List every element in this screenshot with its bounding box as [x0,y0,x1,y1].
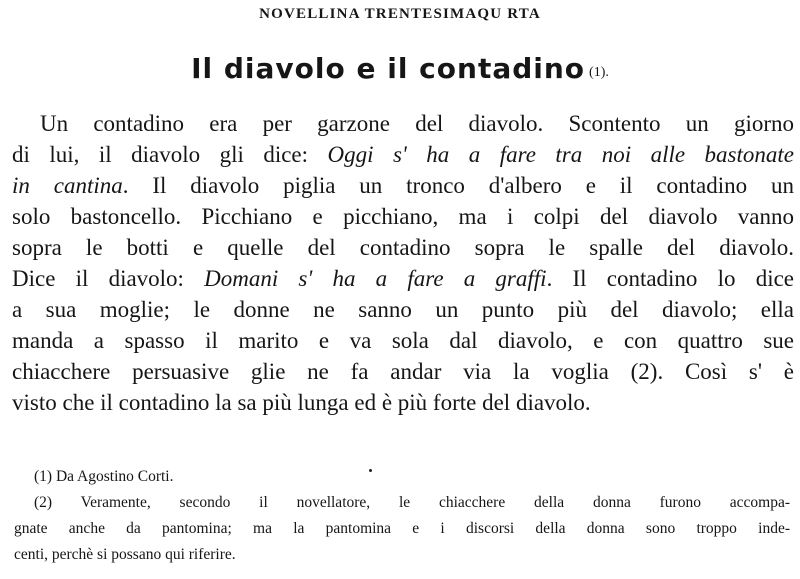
body-line [12,201,794,232]
footnote-2-line-3: centi, perchè si possano qui riferire. [14,546,236,563]
footnote-2-line-2: gnate anche da pantomina; ma la pantomina e i discorsi della donna sono troppo inde- [14,520,790,537]
text-run: solo bastoncello. Picchiano e picchiano, ma i colpi del diavolo vanno [12,204,794,229]
body-line [12,387,794,418]
footnote-2-line-1: (2) Veramente, secondo il novellatore, le chiacchere della donna furono accompa- [34,494,790,511]
italic-run: Oggi s' ha a fare tra noi alle bastonate [327,142,794,167]
title-footnote-ref: (1). [589,65,609,80]
italic-run: Domani s' ha a fare a graffi [204,266,547,291]
body-line [12,139,794,170]
text-run: a sua moglie; le donne ne sanno un punto più del diavolo; ella [12,297,794,322]
body-line [12,263,794,294]
text-run: visto che il contadino la sa più lunga ed è più forte del diavolo. [12,390,591,415]
text-run: di lui, il diavolo gli dice: [12,142,328,167]
story-title: Il diavolo e il contadino [191,52,586,85]
footnote-1: (1) Da Agostino Corti. [34,468,174,485]
text-run: manda a spasso il marito e va sola dal diavolo, e con quattro sue [12,328,794,353]
text-run: . Il contadino lo dice [546,266,795,291]
footnotes [14,464,790,568]
text-run: sopra le botti e quelle del contadino sopra le spalle del diavolo. [12,235,794,260]
story-heading [0,52,800,85]
italic-run: in cantina [12,173,123,198]
body-line [12,294,794,325]
text-run: . Il diavolo piglia un tronco d'albero e il contadino un [122,173,794,198]
body-line [12,356,794,387]
body-line [12,170,794,201]
text-run: chiacchere persuasive glie ne fa andar via la voglia (2). Così s' è [12,359,794,384]
text-run: Un contadino era per garzone del diavolo. Scontento un giorno [40,111,794,136]
body-line [12,325,794,356]
story-body [12,108,794,418]
text-run: Dice il diavolo: [12,266,205,291]
body-line [12,232,794,263]
running-head: NOVELLINA TRENTESIMAQU RTA [259,6,541,22]
body-line [12,108,794,139]
